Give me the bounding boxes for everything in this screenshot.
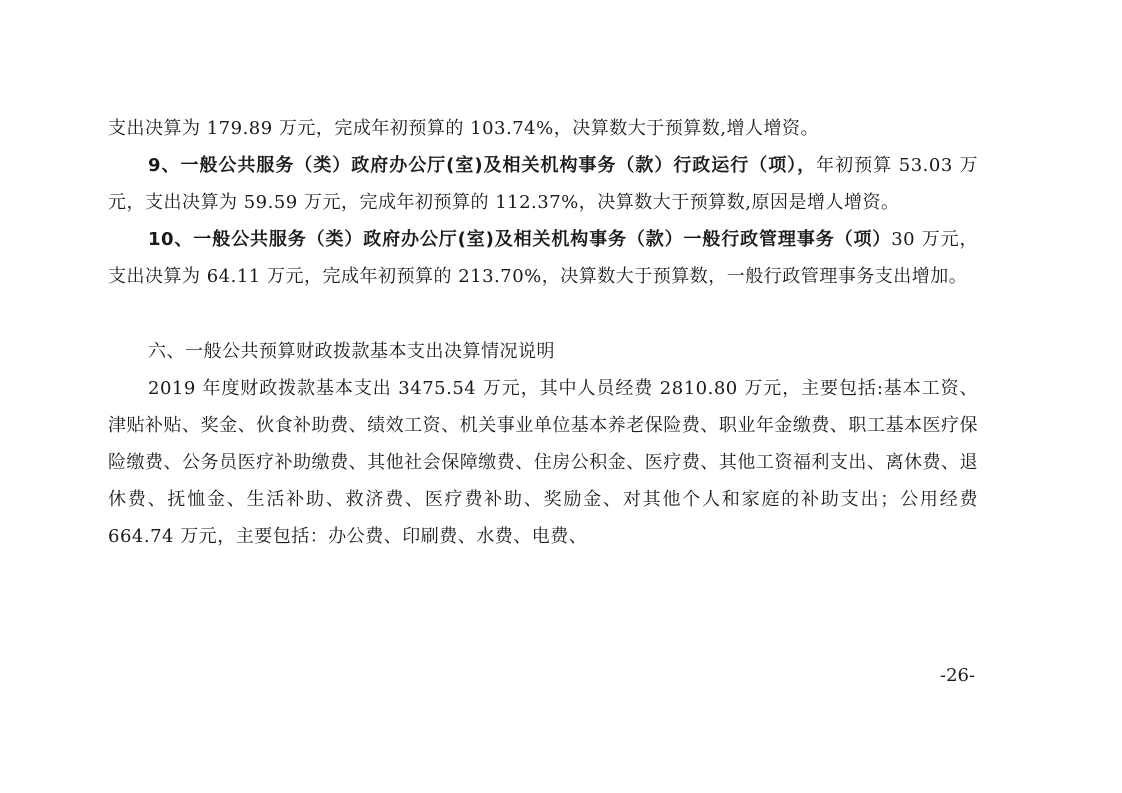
paragraph-item-10 — [108, 221, 978, 295]
item-9-title: 9、一般公共服务（类）政府办公厅(室)及相关机构事务（款）行政运行（项）， — [148, 155, 817, 176]
page-number: -26- — [940, 665, 976, 686]
item-10-title: 10、一般公共服务（类）政府办公厅(室)及相关机构事务（款）一般行政管理事务（项） — [148, 229, 892, 250]
item-10-text: 30 万元，支出决算为 64.11 万元，完成年初预算的 213.70%，决算数大于预算数，一般行政管理事务支出增加。 — [108, 229, 978, 287]
paragraph-continuation — [108, 110, 978, 147]
document-body — [108, 110, 978, 555]
section-heading: 六、一般公共预算财政拨款基本支出决算情况说明 — [148, 341, 555, 362]
item-9-text: 年初预算 53.03 万元，支出决算为 59.59 万元，完成年初预算的 112.37%，决算数大于预算数,原因是增人增资。 — [108, 155, 978, 213]
paragraph-item-9 — [108, 147, 978, 221]
section-paragraph: 2019 年度财政拨款基本支出 3475.54 万元，其中人员经费 2810.80 万元，主要包括:基本工资、津贴补贴、奖金、伙食补助费、绩效工资、机关事业单位基本养老保险费、职业年金缴费、职工基本医疗保险缴费、公务员医疗补助缴费、其他社会保障缴费、住房公积金、医疗费、其他工资福利支出、离休费、退休费、抚恤金、生活补助、救济费、医疗费补助、奖励金、对其他个人和家庭的补助支出；公用经费 664.74 万元，主要包括：办公费、印刷费、水费、电费、 — [108, 378, 978, 547]
paragraph-text: 支出决算为 179.89 万元，完成年初预算的 103.74%，决算数大于预算数,增人增资。 — [108, 118, 819, 139]
